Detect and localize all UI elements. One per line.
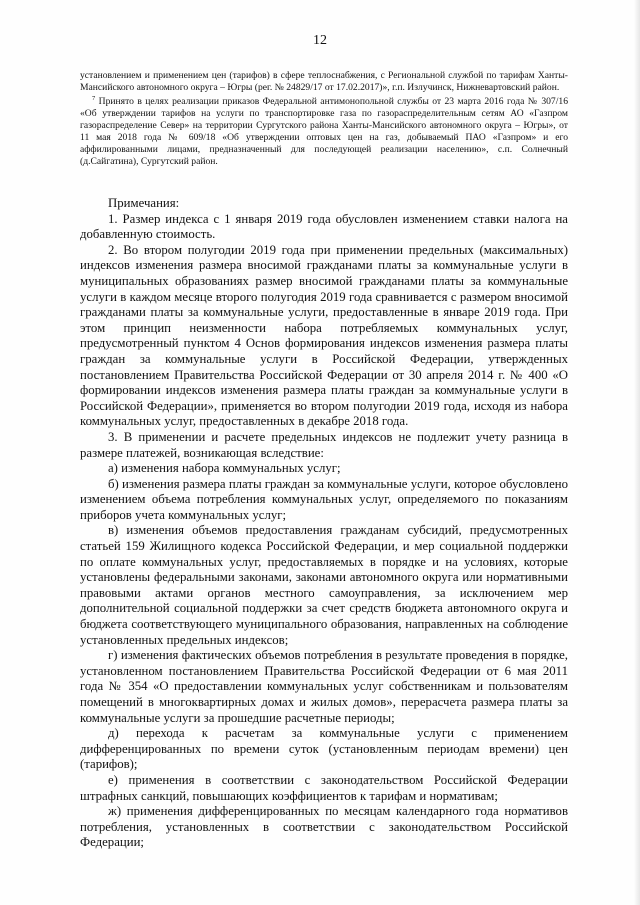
note-list-item: д) перехода к расчетам за коммунальные услуги с применением дифференцированных по времени суток (установленным периодам времени) цен (тарифов); xyxy=(80,726,568,772)
page-number: 12 xyxy=(313,33,327,48)
footnote-7 xyxy=(80,96,568,168)
notes-section xyxy=(80,196,568,851)
footnotes-section xyxy=(80,70,568,170)
scan-edge-shadow xyxy=(634,0,640,905)
note-list-item: ж) применения дифференцированных по месяцам календарного года нормативов потребления, установленных в соответствии с законодательством Российской Федерации; xyxy=(80,804,568,850)
note-list-item: в) изменения объемов предоставления гражданам субсидий, предусмотренных статьей 159 Жилищного кодекса Российской Федерации, и мер социальной поддержки по оплате коммунальных услуг, предоставляемых в порядке и на условиях, которые установлены федеральными законами, законами автономного округа или нормативными правовыми актами органов местного самоуправления, за исключением мер дополнительной социальной поддержки за счет средств бюджета автономного округа и бюджета соответствующего муниципального образования, направленных на соблюдение установленных предельных индексов; xyxy=(80,523,568,647)
footnote-continuation: установлением и применением цен (тарифов) в сфере теплоснабжения, с Региональной службой по тарифам Ханты-Мансийского автономного округа – Югры (рег. № 24829/17 от 17.02.2017)», г.п. Излучинск, Нижневартовский район. xyxy=(80,70,568,93)
footnote-marker: 7 xyxy=(92,94,96,102)
note-list-item: г) изменения фактических объемов потребления в результате проведения в порядке, установленном постановлением Правительства Российской Федерации от 6 мая 2011 года № 354 «О предоставлении коммунальных услуг собственникам и пользователям помещений в многоквартирных домах и жилых домов», перерасчета размера платы за коммунальные услуги за прошедшие расчетные периоды; xyxy=(80,648,568,725)
notes-heading: Примечания: xyxy=(108,196,180,210)
note-paragraph: 2. Во втором полугодии 2019 года при применении предельных (максимальных) индексов изменения размера вносимой гражданами платы за коммунальные услуги в муниципальных образованиях размер вносимой гражданами платы за коммунальные услуги в каждом месяце второго полугодия 2019 года сравнивается с размером вносимой гражданами платы за коммунальные услуги, предоставленные в январе 2019 года. При этом принцип неизменности набора потребляемых коммунальных услуг, предусмотренный пунктом 4 Основ формирования индексов изменения размера платы граждан за коммунальные услуги в Российской Федерации, утвержденных постановлением Правительства Российской Федерации от 30 апреля 2014 г. № 400 «О формировании индексов изменения размера платы граждан за коммунальные услуги в Российской Федерации», применяется во втором полугодии 2019 года, исходя из набора коммунальных услуг, предоставленных в декабре 2018 года. xyxy=(80,242,568,429)
note-list-item: б) изменения размера платы граждан за коммунальные услуги, которое обусловлено изменением объема потребления коммунальных услуг, определяемого по показаниям приборов учета коммунальных услуг; xyxy=(80,476,568,522)
note-list-item: а) изменения набора коммунальных услуг; xyxy=(108,461,341,476)
note-paragraph: 3. В применении и расчете предельных индексов не подлежит учету разница в размере платежей, возникающая вследствие: xyxy=(80,429,568,460)
footnote-text: Принято в целях реализации приказов Федеральной антимонопольной службы от 23 марта 2016 года № 307/16 «Об утверждении тарифов на услуги по транспортировке газа по газораспределительным сетям АО «Газпром газораспределение Север» на территории Сургутского района Ханты-Мансийского автономного округа – Югры», от 11 мая 2018 года № 609/18 «Об утверждении оптовых цен на газ, добываемый ПАО «Газпром» и его аффилированными лицами, предназначенный для последующей реализации населению», с.п. Солнечный (д.Сайгатина), Сургутский район. xyxy=(80,96,568,167)
note-paragraph: 1. Размер индекса с 1 января 2019 года обусловлен изменением ставки налога на добавленную стоимость. xyxy=(80,211,568,242)
note-list-item: е) применения в соответствии с законодательством Российской Федерации штрафных санкций, повышающих коэффициентов к тарифам и нормативам; xyxy=(80,772,568,803)
